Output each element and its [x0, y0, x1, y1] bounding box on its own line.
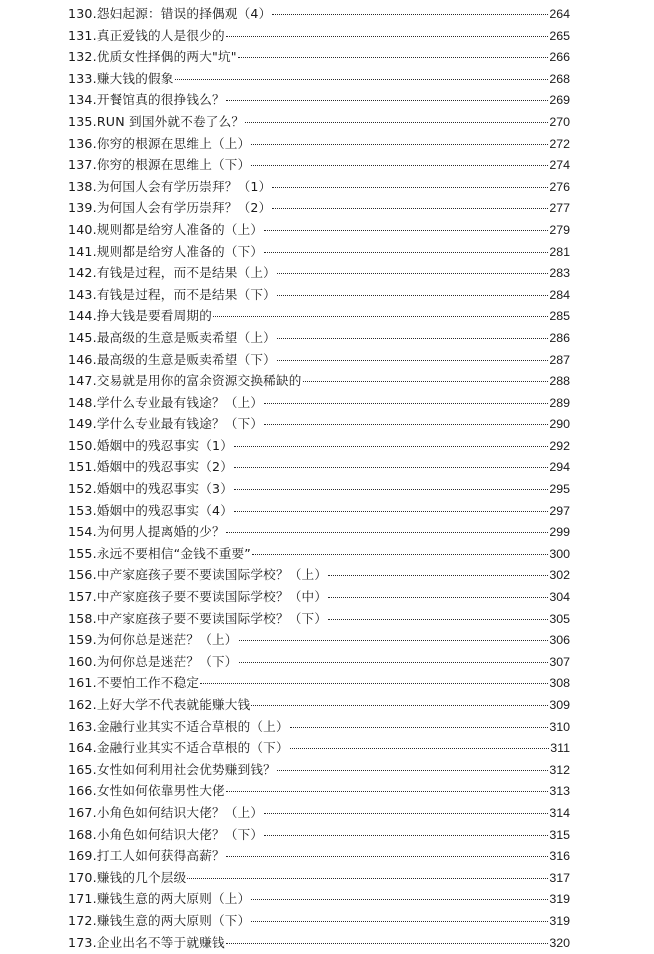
toc-entry-title: 157.中产家庭孩子要不要读国际学校？（中）	[68, 589, 328, 605]
toc-entry-title: 164.金融行业其实不适合草根的（下）	[68, 740, 289, 756]
toc-entry-title: 154.为何男人提离婚的少？	[68, 524, 225, 540]
toc-entry-page-number: 264	[549, 7, 570, 21]
dot-leader	[264, 424, 548, 425]
toc-entry-title: 172.赚钱生意的两大原则（下）	[68, 912, 251, 928]
toc-entry-page-number: 290	[549, 417, 570, 432]
toc-entry-page-number: 319	[549, 913, 570, 928]
toc-entry[interactable]	[68, 888, 570, 910]
dot-leader	[245, 122, 548, 123]
toc-entry-title: 146.最高级的生意是贩卖希望（下）	[68, 351, 276, 367]
toc-entry[interactable]	[68, 3, 570, 25]
toc-entry[interactable]	[68, 241, 570, 263]
toc-entry[interactable]	[68, 910, 570, 932]
toc-entry[interactable]	[68, 413, 570, 435]
toc-entry-page-number: 309	[549, 698, 570, 712]
toc-entry[interactable]	[68, 305, 570, 327]
toc-entry[interactable]	[68, 737, 570, 759]
dot-leader	[272, 208, 548, 209]
toc-entry-title: 170.赚钱的几个层级	[68, 869, 187, 885]
table-of-contents	[68, 3, 570, 953]
toc-entry-title: 130.怨妇起源：错误的择偶观（4）	[68, 6, 272, 21]
toc-entry-page-number: 285	[549, 309, 570, 324]
toc-entry-title: 163.金融行业其实不适合草根的（上）	[68, 718, 289, 734]
toc-entry[interactable]	[68, 25, 570, 47]
toc-entry[interactable]	[68, 564, 570, 586]
dot-leader	[226, 100, 549, 101]
toc-entry[interactable]	[68, 370, 570, 392]
dot-leader	[328, 575, 548, 576]
dot-leader	[226, 532, 549, 533]
dot-leader	[234, 446, 548, 447]
toc-entry-page-number: 307	[549, 654, 570, 669]
dot-leader	[264, 403, 548, 404]
toc-entry[interactable]	[68, 46, 570, 68]
toc-entry-page-number: 302	[549, 568, 570, 583]
toc-entry[interactable]	[68, 68, 570, 90]
toc-entry-title: 138.为何国人会有学历崇拜？（1）	[68, 178, 272, 194]
dot-leader	[277, 360, 548, 361]
toc-entry[interactable]	[68, 672, 570, 694]
toc-entry[interactable]	[68, 349, 570, 371]
toc-entry-title: 161.不要怕工作不稳定	[68, 675, 200, 691]
toc-entry-list	[68, 3, 570, 953]
toc-entry-page-number: 286	[549, 330, 570, 345]
dot-leader	[226, 791, 549, 792]
dot-leader	[328, 619, 548, 620]
toc-entry[interactable]	[68, 780, 570, 802]
toc-entry-page-number: 313	[549, 784, 570, 799]
toc-entry[interactable]	[68, 845, 570, 867]
toc-entry-title: 169.打工人如何获得高薪？	[68, 848, 225, 864]
dot-leader	[251, 165, 548, 166]
toc-entry[interactable]	[68, 500, 570, 522]
toc-entry-page-number: 268	[549, 71, 570, 86]
toc-entry[interactable]	[68, 133, 570, 155]
toc-entry-title: 140.规则都是给穷人准备的（上）	[68, 221, 264, 237]
toc-entry-title: 144.挣大钱是要看周期的	[68, 308, 212, 324]
dot-leader	[272, 187, 548, 188]
toc-entry[interactable]	[68, 219, 570, 241]
toc-entry-title: 141.规则都是给穷人准备的（下）	[68, 243, 264, 259]
toc-entry[interactable]	[68, 759, 570, 781]
toc-entry-page-number: 312	[549, 762, 570, 777]
toc-entry-title: 149.学什么专业最有钱途？（下）	[68, 416, 264, 432]
toc-entry[interactable]	[68, 586, 570, 608]
toc-entry-page-number: 287	[549, 352, 570, 367]
toc-entry-page-number: 277	[549, 201, 570, 216]
dot-leader	[290, 727, 549, 728]
dot-leader	[234, 467, 548, 468]
toc-entry-page-number: 295	[549, 482, 570, 497]
toc-entry-title: 145.最高级的生意是贩卖希望（上）	[68, 329, 276, 345]
toc-entry[interactable]	[68, 154, 570, 176]
dot-leader	[264, 835, 548, 836]
toc-entry-page-number: 310	[549, 719, 570, 734]
toc-entry-page-number: 289	[549, 395, 570, 410]
dot-leader	[226, 943, 549, 944]
toc-entry[interactable]	[68, 824, 570, 846]
toc-entry[interactable]	[68, 629, 570, 651]
toc-entry[interactable]	[68, 867, 570, 889]
toc-entry-page-number: 274	[549, 158, 570, 173]
toc-entry-title: 147.交易就是用你的富余资源交换稀缺的	[68, 373, 302, 389]
toc-entry-page-number: 270	[549, 114, 570, 129]
dot-leader	[175, 79, 549, 80]
toc-entry-page-number: 299	[549, 525, 570, 540]
dot-leader	[251, 899, 548, 900]
toc-entry-title: 135.RUN 到国外就不卷了么？	[68, 113, 245, 129]
toc-entry-title: 171.赚钱生意的两大原则（上）	[68, 891, 251, 907]
toc-entry-title: 151.婚姻中的残忍事实（2）	[68, 459, 233, 475]
dot-leader	[239, 640, 549, 641]
toc-entry-page-number: 306	[549, 633, 570, 648]
toc-entry[interactable]	[68, 327, 570, 349]
dot-leader	[234, 489, 548, 490]
toc-entry-title: 148.学什么专业最有钱途？（上）	[68, 394, 264, 410]
toc-entry-page-number: 279	[549, 222, 570, 237]
toc-entry-page-number: 283	[549, 266, 570, 281]
dot-leader	[264, 813, 548, 814]
toc-entry-page-number: 266	[549, 50, 570, 65]
toc-entry-title: 167.小角色如何结识大佬？（上）	[68, 804, 264, 820]
dot-leader	[264, 230, 548, 231]
toc-entry[interactable]	[68, 197, 570, 219]
dot-leader	[238, 57, 549, 58]
toc-entry-title: 168.小角色如何结识大佬？（下）	[68, 826, 264, 842]
toc-entry-page-number: 294	[549, 460, 570, 475]
toc-entry[interactable]	[68, 435, 570, 457]
dot-leader	[252, 554, 548, 555]
toc-entry-title: 166.女性如何依靠男性大佬	[68, 783, 225, 799]
dot-leader	[226, 36, 549, 37]
toc-entry-title: 156.中产家庭孩子要不要读国际学校？（上）	[68, 567, 328, 583]
toc-entry-title: 152.婚姻中的残忍事实（3）	[68, 481, 233, 497]
toc-entry[interactable]	[68, 392, 570, 414]
toc-entry[interactable]	[68, 284, 570, 306]
toc-entry-page-number: 304	[549, 590, 570, 605]
toc-entry-title: 165.女性如何利用社会优势赚到钱？	[68, 761, 276, 777]
toc-entry-page-number: 265	[549, 28, 570, 43]
toc-entry-title: 162.上好大学不代表就能赚大钱	[68, 697, 251, 712]
dot-leader	[277, 338, 548, 339]
toc-entry[interactable]	[68, 694, 570, 716]
toc-entry-page-number: 297	[549, 503, 570, 518]
toc-entry-title: 142.有钱是过程，而不是结果（上）	[68, 265, 276, 281]
toc-entry-page-number: 284	[549, 287, 570, 302]
toc-entry-page-number: 281	[549, 244, 570, 259]
toc-entry-page-number: 269	[549, 93, 570, 108]
toc-entry-title: 136.你穷的根源在思维上（上）	[68, 135, 251, 151]
toc-entry[interactable]	[68, 651, 570, 673]
toc-entry-title: 153.婚姻中的残忍事实（4）	[68, 502, 233, 518]
dot-leader	[277, 273, 548, 274]
dot-leader	[234, 511, 548, 512]
dot-leader	[251, 921, 548, 922]
toc-entry-page-number: 316	[549, 849, 570, 864]
toc-entry-title: 137.你穷的根源在思维上（下）	[68, 157, 251, 173]
dot-leader	[290, 748, 549, 749]
dot-leader	[213, 316, 548, 317]
toc-entry[interactable]	[68, 716, 570, 738]
dot-leader	[277, 295, 548, 296]
dot-leader	[328, 597, 548, 598]
dot-leader	[200, 683, 548, 684]
toc-entry-title: 132.优质女性择偶的两大"坑"	[68, 49, 237, 65]
toc-entry-title: 160.为何你总是迷茫？（下）	[68, 653, 238, 669]
toc-entry[interactable]	[68, 932, 570, 954]
toc-entry-page-number: 288	[549, 374, 570, 389]
toc-entry-title: 131.真正爱钱的人是很少的	[68, 27, 225, 43]
toc-entry-page-number: 272	[549, 136, 570, 151]
toc-entry[interactable]	[68, 521, 570, 543]
toc-entry-title: 134.开餐馆真的很挣钱么？	[68, 92, 225, 108]
toc-entry-title: 139.为何国人会有学历崇拜？（2）	[68, 200, 272, 216]
toc-entry-page-number: 315	[549, 827, 570, 842]
dot-leader	[226, 856, 549, 857]
toc-entry-page-number: 314	[549, 805, 570, 820]
toc-entry-title: 158.中产家庭孩子要不要读国际学校？（下）	[68, 610, 328, 626]
toc-entry[interactable]	[68, 802, 570, 824]
toc-entry-title: 143.有钱是过程，而不是结果（下）	[68, 286, 276, 302]
toc-entry-page-number: 292	[549, 438, 570, 453]
toc-entry-title: 173.企业出名不等于就赚钱	[68, 934, 225, 950]
dot-leader	[303, 381, 549, 382]
dot-leader	[251, 705, 548, 706]
toc-entry-page-number: 311	[550, 741, 570, 756]
toc-entry[interactable]	[68, 456, 570, 478]
toc-entry-page-number: 308	[549, 676, 570, 691]
toc-entry-title: 133.赚大钱的假象	[68, 70, 174, 86]
dot-leader	[187, 878, 548, 879]
toc-entry-page-number: 317	[549, 870, 570, 885]
toc-entry-title: 159.为何你总是迷茫？（上）	[68, 632, 238, 648]
dot-leader	[264, 252, 548, 253]
toc-entry-page-number: 320	[549, 935, 570, 950]
toc-entry-page-number: 276	[549, 179, 570, 194]
dot-leader	[239, 662, 549, 663]
dot-leader	[251, 144, 548, 145]
toc-entry-page-number: 305	[549, 611, 570, 626]
toc-entry-page-number: 300	[549, 546, 570, 561]
toc-entry[interactable]	[68, 176, 570, 198]
toc-entry[interactable]	[68, 478, 570, 500]
dot-leader	[277, 770, 548, 771]
toc-entry[interactable]	[68, 262, 570, 284]
dot-leader	[272, 14, 548, 15]
toc-entry[interactable]	[68, 608, 570, 630]
toc-entry-title: 150.婚姻中的残忍事实（1）	[68, 437, 233, 453]
toc-entry-title: 155.永远不要相信“金钱不重要”	[68, 545, 252, 561]
toc-entry[interactable]	[68, 111, 570, 133]
toc-entry[interactable]	[68, 543, 570, 565]
toc-entry-page-number: 319	[549, 892, 570, 907]
toc-entry[interactable]	[68, 89, 570, 111]
